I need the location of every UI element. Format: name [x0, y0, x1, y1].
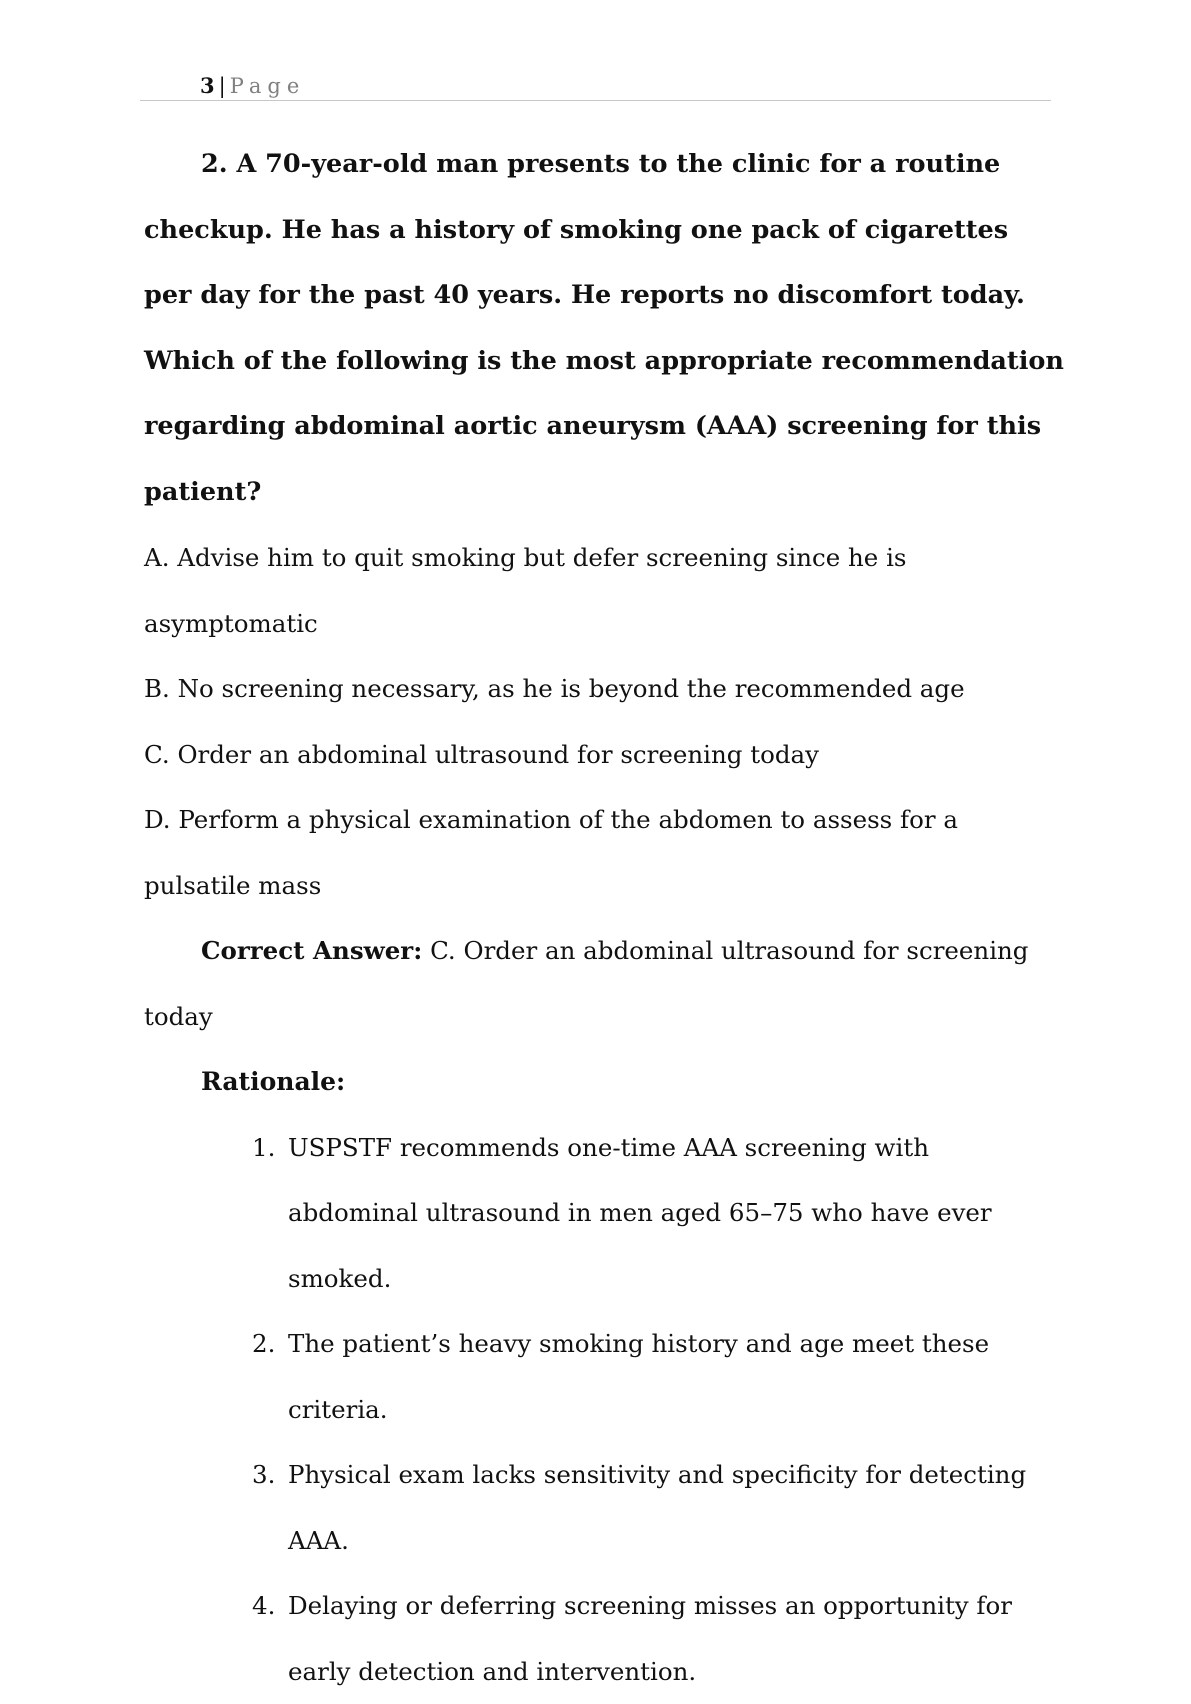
rationale-item-text: Delaying or deferring screening misses an opportunity for early detection and intervention. [288, 1591, 1012, 1686]
rationale-item-text: USPSTF recommends one-time AAA screening with abdominal ultrasound in men aged 65–75 who have ever smoked. [288, 1133, 992, 1293]
page-separator: | [219, 74, 226, 98]
correct-answer [144, 918, 1064, 1049]
rationale-item [144, 1573, 1064, 1704]
page-number-line [200, 73, 305, 98]
rationale-list [144, 1115, 1064, 1704]
page-header [140, 66, 1051, 101]
rationale-heading: Rationale: [144, 1049, 1064, 1115]
rationale-item-number: 2. [252, 1311, 275, 1377]
page-word: Page [230, 74, 306, 98]
rationale-item [144, 1115, 1064, 1312]
rationale-item-text: The patient’s heavy smoking history and age meet these criteria. [288, 1329, 989, 1424]
option-d: D. Perform a physical examination of the abdomen to assess for a pulsatile mass [144, 787, 1064, 918]
rationale-item [144, 1442, 1064, 1573]
option-b: B. No screening necessary, as he is beyond the recommended age [144, 656, 1064, 722]
rationale-item-number: 4. [252, 1573, 275, 1639]
rationale-item [144, 1311, 1064, 1442]
rationale-item-text: Physical exam lacks sensitivity and specificity for detecting AAA. [288, 1460, 1026, 1555]
document-body [144, 132, 1064, 1704]
correct-answer-label: Correct Answer: [201, 936, 422, 965]
option-c: C. Order an abdominal ultrasound for screening today [144, 722, 1064, 788]
page-number: 3 [200, 73, 215, 98]
rationale-item-number: 1. [252, 1115, 275, 1181]
option-a: A. Advise him to quit smoking but defer screening since he is asymptomatic [144, 525, 1064, 656]
rationale-item-number: 3. [252, 1442, 275, 1508]
question-text: 2. A 70-year-old man presents to the clinic for a routine checkup. He has a history of smoking one pack of cigarettes per day for the past 40 years. He reports no discomfort today. Which of the following is the most appropriate recommendation regarding abdominal aortic aneurysm (AAA) screening for this patient? [144, 132, 1064, 525]
correct-answer-text: C. Order an abdominal ultrasound for screening today [144, 936, 1029, 1031]
